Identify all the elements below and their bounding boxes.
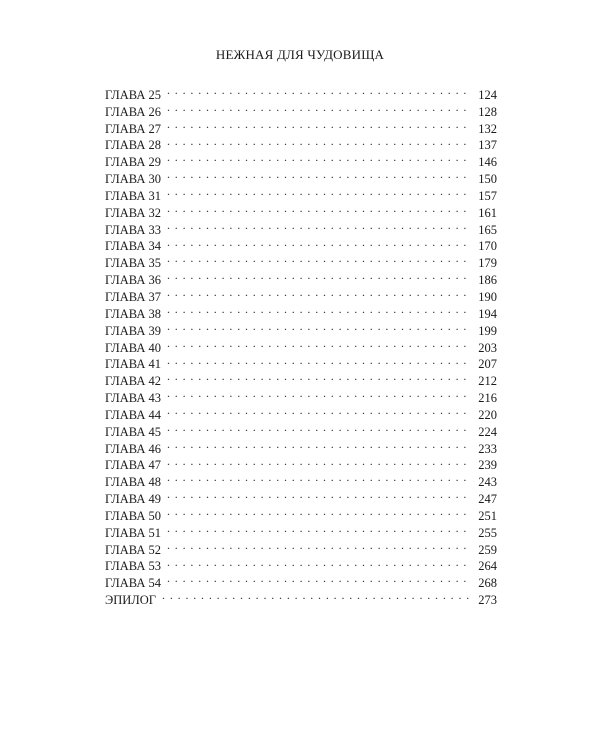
toc-entry-page-number: 273 (478, 593, 497, 608)
toc-entry-label: ГЛАВА 47 (105, 458, 161, 473)
toc-entry-label: ГЛАВА 26 (105, 104, 161, 119)
dot-leader (167, 166, 469, 183)
toc-entry-label: ГЛАВА 35 (105, 256, 161, 271)
dot-leader (167, 436, 469, 453)
toc-entry-label: ГЛАВА 32 (105, 205, 161, 220)
toc-entry-label: ГЛАВА 54 (105, 576, 161, 591)
toc-entry-page-number: 233 (478, 441, 497, 456)
dot-leader (167, 318, 469, 335)
toc-entry-label: ГЛАВА 36 (105, 273, 161, 288)
toc-entry-label: ГЛАВА 38 (105, 306, 161, 321)
toc-entry-label: ГЛАВА 46 (105, 441, 161, 456)
toc-entry-label: ГЛАВА 40 (105, 340, 161, 355)
toc-entry-label: ГЛАВА 37 (105, 289, 161, 304)
dot-leader (167, 570, 469, 587)
dot-leader (167, 537, 469, 554)
toc-entry-page-number: 224 (478, 424, 497, 439)
toc-entry-page-number: 255 (478, 525, 497, 540)
dot-leader (167, 520, 469, 537)
toc-entry-page-number: 264 (478, 559, 497, 574)
dot-leader (167, 99, 469, 116)
dot-leader (167, 402, 469, 419)
dot-leader (167, 267, 469, 284)
toc-entry-page-number: 220 (478, 407, 497, 422)
toc-entry-label: ГЛАВА 43 (105, 391, 161, 406)
dot-leader (167, 503, 469, 520)
dot-leader (167, 453, 469, 470)
toc-entry-page-number: 216 (478, 391, 497, 406)
toc-entry-page-number: 190 (478, 289, 497, 304)
toc-entry-label: ГЛАВА 49 (105, 492, 161, 507)
dot-leader (167, 217, 469, 234)
toc-entry-page-number: 251 (478, 508, 497, 523)
dot-leader (167, 149, 469, 166)
toc-entry-epilogue[interactable] (105, 587, 497, 608)
toc-entry-page-number: 128 (478, 104, 497, 119)
toc-entry-label: ГЛАВА 41 (105, 357, 161, 372)
table-of-contents (105, 82, 497, 608)
toc-entry-page-number: 137 (478, 138, 497, 153)
toc-entry-label: ГЛАВА 27 (105, 121, 161, 136)
toc-entry-page-number: 203 (478, 340, 497, 355)
toc-entry-label: ГЛАВА 52 (105, 542, 161, 557)
toc-entry-label: ГЛАВА 31 (105, 188, 161, 203)
dot-leader (167, 200, 469, 217)
toc-entry-label: ГЛАВА 25 (105, 87, 161, 102)
toc-entry-page-number: 170 (478, 239, 497, 254)
toc-entry-label: ГЛАВА 28 (105, 138, 161, 153)
toc-entry-label: ГЛАВА 34 (105, 239, 161, 254)
toc-entry-label: ГЛАВА 53 (105, 559, 161, 574)
toc-entry-page-number: 132 (478, 121, 497, 136)
toc-entry-label: ГЛАВА 44 (105, 407, 161, 422)
toc-entry-page-number: 239 (478, 458, 497, 473)
toc-entry-page-number: 212 (478, 374, 497, 389)
dot-leader (167, 183, 469, 200)
dot-leader (167, 234, 469, 251)
toc-entry-label: ЭПИЛОГ (105, 593, 157, 608)
toc-entry-page-number: 161 (478, 205, 497, 220)
toc-entry-page-number: 179 (478, 256, 497, 271)
toc-entry-page-number: 247 (478, 492, 497, 507)
toc-entry-label: ГЛАВА 30 (105, 172, 161, 187)
toc-entry-page-number: 146 (478, 155, 497, 170)
running-head: НЕЖНАЯ ДЛЯ ЧУДОВИЩА (215, 47, 385, 62)
dot-leader (162, 587, 469, 604)
dot-leader (167, 301, 469, 318)
dot-leader (167, 469, 469, 486)
dot-leader (167, 82, 469, 99)
toc-entry-label: ГЛАВА 39 (105, 323, 161, 338)
toc-entry-label: ГЛАВА 51 (105, 525, 161, 540)
toc-entry-page-number: 124 (478, 87, 497, 102)
dot-leader (167, 284, 469, 301)
toc-entry-page-number: 243 (478, 475, 497, 490)
toc-entry-label: ГЛАВА 45 (105, 424, 161, 439)
dot-leader (167, 116, 469, 133)
dot-leader (167, 335, 469, 352)
toc-entry-page-number: 268 (478, 576, 497, 591)
toc-entry-page-number: 207 (478, 357, 497, 372)
toc-entry-page-number: 199 (478, 323, 497, 338)
toc-entry[interactable] (105, 82, 497, 102)
toc-entry-label: ГЛАВА 48 (105, 475, 161, 490)
toc-entry-label: ГЛАВА 33 (105, 222, 161, 237)
toc-entry-page-number: 194 (478, 306, 497, 321)
dot-leader (167, 554, 469, 571)
toc-entry-label: ГЛАВА 29 (105, 155, 161, 170)
toc-entry-page-number: 259 (478, 542, 497, 557)
dot-leader (167, 486, 469, 503)
toc-entry-page-number: 157 (478, 188, 497, 203)
toc-entry-page-number: 165 (478, 222, 497, 237)
dot-leader (167, 419, 469, 436)
toc-entry-label: ГЛАВА 42 (105, 374, 161, 389)
dot-leader (167, 385, 469, 402)
dot-leader (167, 133, 469, 150)
dot-leader (167, 250, 469, 267)
toc-entry-page-number: 150 (478, 172, 497, 187)
toc-entry-page-number: 186 (478, 273, 497, 288)
dot-leader (167, 352, 469, 369)
dot-leader (167, 368, 469, 385)
toc-entry-label: ГЛАВА 50 (105, 508, 161, 523)
